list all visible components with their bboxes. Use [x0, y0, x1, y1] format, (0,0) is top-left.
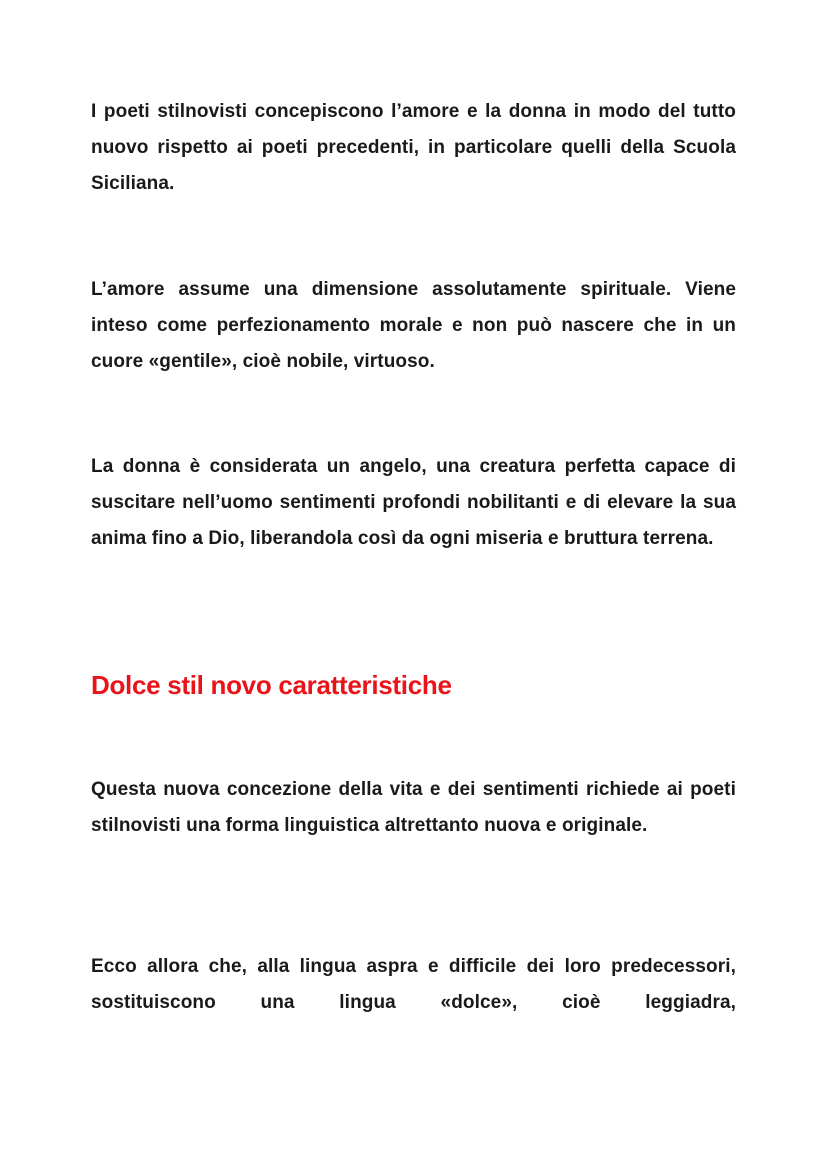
paragraph-intro: I poeti stilnovisti concepiscono l’amore e la donna in modo del tutto nuovo rispetto ai poeti precedenti, in particolare quelli della Scuola Siciliana.	[91, 101, 736, 194]
paragraph-new-conception: Questa nuova concezione della vita e dei sentimenti richiede ai poeti stilnovisti una forma linguistica altrettanto nuova e originale.	[91, 779, 736, 836]
paragraph-woman: La donna è considerata un angelo, una creatura perfetta capace di suscitare nell’uomo sentimenti profondi nobilitanti e di elevare la sua anima fino a Dio, liberandola così da ogni miseria e bruttura terrena.	[91, 456, 736, 549]
paragraph-love: L’amore assume una dimensione assolutamente spirituale. Viene inteso come perfezionamento morale e non può nascere che in un cuore «gentile», cioè nobile, virtuoso.	[91, 279, 736, 372]
paragraph-language: Ecco allora che, alla lingua aspra e difficile dei loro predecessori, sostituiscono una lingua «dolce», cioè leggiadra,	[91, 956, 736, 1013]
section-heading: Dolce stil novo caratteristiche	[91, 670, 452, 700]
